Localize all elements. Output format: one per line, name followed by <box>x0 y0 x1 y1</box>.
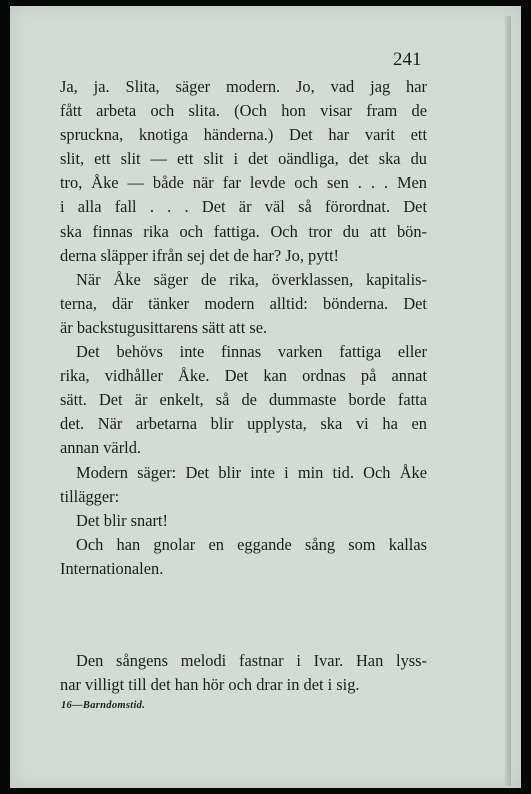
page-edge <box>505 16 511 786</box>
text-line: tro, Åke — både när far levde och sen . . . Men <box>60 173 427 193</box>
book-page <box>10 6 521 788</box>
text-line: annan värld. <box>60 438 142 458</box>
text-line: rika, vidhåller Åke. Det kan ordnas på annat <box>60 366 427 386</box>
text-line: Det behövs inte finnas varken fattiga eller <box>76 342 427 362</box>
text-line: terna, där tänker modern alltid: bönderna. Det <box>60 293 427 313</box>
text-line: sätt. Det är enkelt, så de dummaste borde fatta <box>60 390 427 410</box>
text-line: fått arbeta och slita. (Och hon visar fram de <box>60 101 427 121</box>
text-line: spruckna, knotiga händerna.) Det har varit ett <box>60 125 427 145</box>
text-line: När Åke säger de rika, överklassen, kapitalis- <box>76 269 427 289</box>
text-line: Det blir snart! <box>76 510 168 530</box>
page-number: 241 <box>393 49 422 70</box>
text-line: Och han gnolar en eggande sång som kallas <box>76 534 427 554</box>
text-line: det. När arbetarna blir upplysta, ska vi ha en <box>60 414 427 434</box>
text-line: ska finnas rika och fattiga. Och tror du att bön- <box>60 221 427 241</box>
text-line: nar villigt till det han hör och drar in det i sig. <box>60 675 360 695</box>
text-line: Modern säger: Det blir inte i min tid. Och Åke <box>76 462 427 482</box>
text-line: tillägger: <box>60 486 120 506</box>
text-line: Den sångens melodi fastnar i Ivar. Han lyss- <box>76 650 427 670</box>
text-line: i alla fall . . . Det är väl så förordnat. Det <box>60 197 427 217</box>
signature-mark: 16—Barndomstid. <box>61 700 146 711</box>
text-line: är backstugusittarens sätt att se. <box>60 317 268 337</box>
body-text <box>60 75 427 697</box>
text-line: Internationalen. <box>60 558 164 578</box>
section-break <box>60 581 427 649</box>
text-line: slit, ett slit — ett slit i det oändliga, det ska du <box>60 149 427 169</box>
text-line: derna släpper ifrån sej det de har? Jo, pytt! <box>60 245 339 265</box>
text-line: Ja, ja. Slita, säger modern. Jo, vad jag har <box>60 77 427 96</box>
